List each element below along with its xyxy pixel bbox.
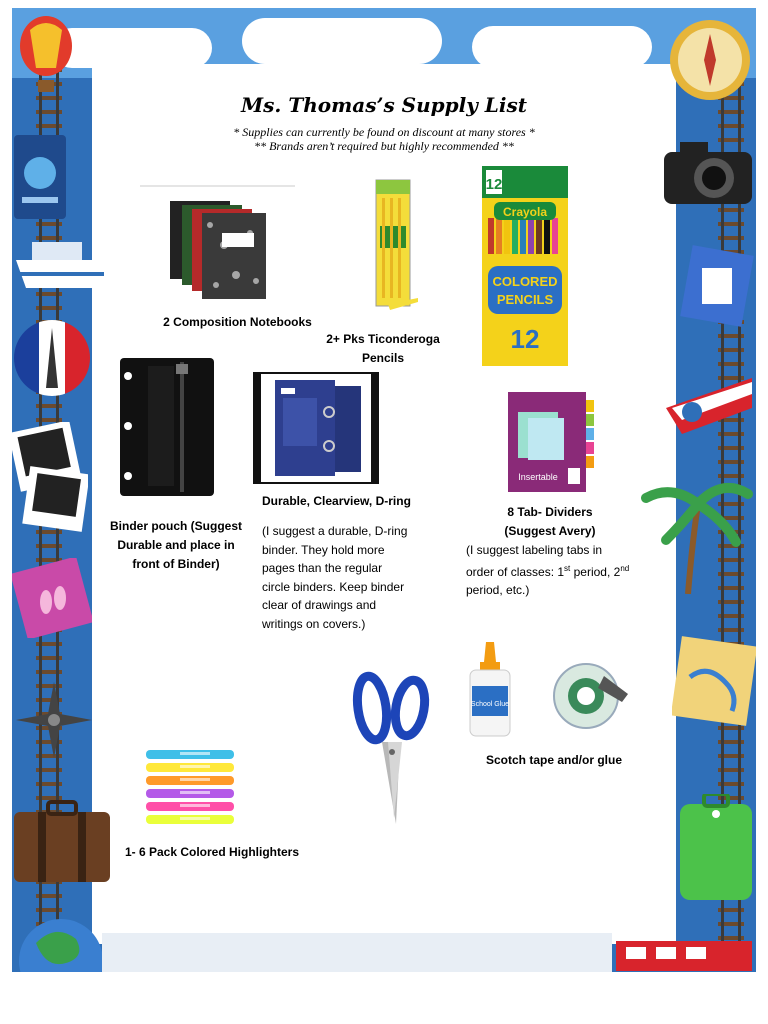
dividers-label — [480, 503, 620, 541]
tape-glue-label: Scotch tape and/or glue — [485, 753, 623, 767]
dividers-desc-line3: period, etc.) — [466, 583, 530, 597]
luggage-icon — [676, 794, 756, 904]
highlighters-image — [140, 746, 242, 828]
dividers-label-line1: 8 Tab- Dividers — [507, 505, 593, 519]
train-icon — [612, 933, 756, 972]
cloud — [52, 28, 212, 68]
box-count-top: 12 — [485, 176, 503, 193]
dividers-desc-line1: (I suggest labeling tabs in — [466, 543, 603, 557]
scotch-tape-image — [548, 654, 630, 736]
tab-dividers-image — [506, 390, 596, 494]
school-glue-image — [466, 640, 514, 738]
dividers-label-line2: (Suggest Avery) — [504, 524, 596, 538]
pouch-label-line1: Binder pouch (Suggest — [110, 519, 242, 533]
pouch-label-line2: Durable and place in — [117, 538, 235, 552]
binder-desc-line: binder. They hold more — [262, 542, 385, 557]
binder-desc-line: pages than the regular — [262, 561, 383, 575]
dividers-desc-line2: order of classes: 1st period, 2nd — [466, 563, 630, 579]
note-discount: * Supplies can currently be found on discount at many stores * — [233, 125, 535, 139]
composition-notebooks-image — [140, 185, 295, 303]
d-ring-binder-image — [253, 372, 379, 484]
ticonderoga-pencils-image — [368, 178, 422, 316]
glue-label-text: School Glue — [470, 701, 510, 708]
page-title: Ms. Thomas’s Supply List — [241, 93, 527, 117]
cruise-ship-icon — [12, 230, 108, 294]
binder-desc-line: writings on covers.) — [262, 616, 366, 631]
compass-rose-icon — [14, 680, 94, 760]
photo-frames-icon — [12, 422, 88, 532]
box-brand: Crayola — [502, 205, 548, 219]
scissors-image — [352, 668, 432, 826]
highlighters-label: 1- 6 Pack Colored Highlighters — [124, 845, 300, 859]
globe-icon — [16, 913, 106, 972]
pencils-label-line1: 2+ Pks Ticonderoga — [326, 332, 440, 346]
binder-description — [262, 522, 452, 633]
dividers-pack-text: Insertable — [518, 472, 558, 482]
box-count-big: 12 — [510, 324, 540, 354]
suitcase-icon — [12, 798, 112, 888]
map-stamp-icon — [680, 244, 754, 328]
cloud — [472, 26, 652, 68]
crayola-colored-pencils-image — [482, 166, 568, 366]
paris-flag-icon — [12, 318, 92, 398]
postage-stamp-icon — [12, 558, 92, 638]
airplane-tail-icon — [662, 368, 756, 438]
note-brands: ** Brands aren’t required but highly recommended ** — [254, 139, 514, 153]
passport-icon — [12, 133, 68, 221]
binder-pouch-image — [118, 356, 216, 498]
dividers-description — [466, 541, 666, 600]
notebooks-label: 2 Composition Notebooks — [163, 315, 312, 329]
pencils-label — [308, 330, 458, 368]
binder-desc-line: circle binders. Keep binder — [262, 579, 405, 594]
box-line1: COLORED — [492, 274, 558, 289]
cloud — [242, 18, 442, 64]
box-line2: PENCILS — [496, 292, 554, 307]
pencils-label-line2: Pencils — [361, 351, 405, 365]
camera-icon — [660, 138, 756, 208]
binder-desc-line: (I suggest a durable, D-ring — [262, 524, 408, 538]
treasure-map-icon — [672, 633, 756, 729]
pouch-label-line3: front of Binder) — [132, 557, 220, 571]
binder-label: Durable, Clearview, D-ring — [262, 494, 411, 508]
hot-air-balloon-icon — [16, 16, 76, 96]
pouch-label — [94, 517, 258, 574]
binder-desc-line: clear of drawings and — [262, 598, 377, 612]
compass-icon — [666, 16, 754, 104]
bottom-airplane-strip — [102, 933, 612, 972]
